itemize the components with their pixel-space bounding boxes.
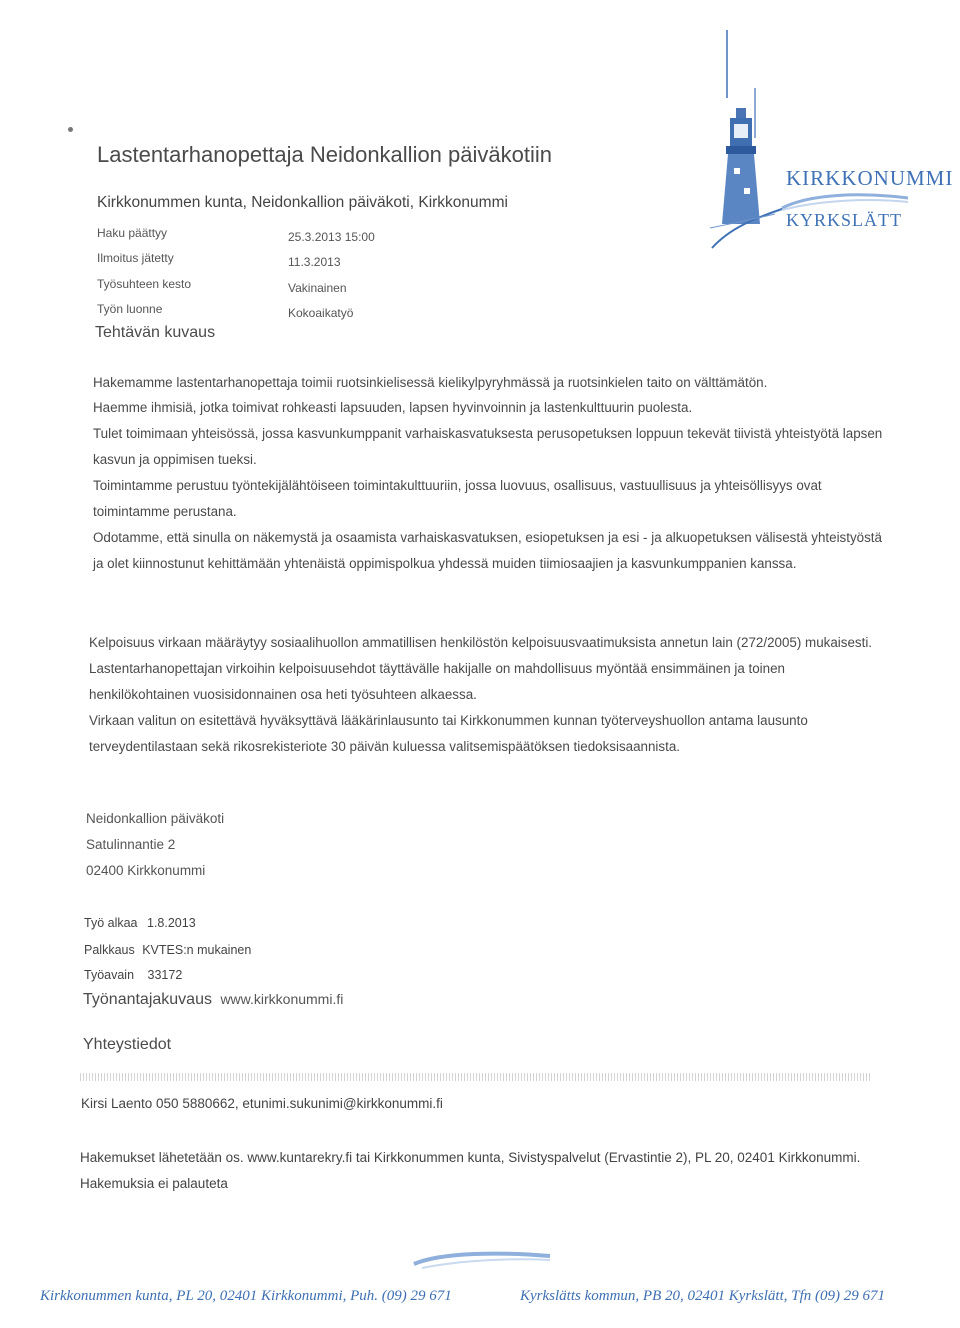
employer-link[interactable]: www.kirkkonummi.fi [220,991,344,1007]
detail-label: Työ alkaa [84,916,138,930]
detail-label: Palkkaus [84,943,135,957]
logo-line-kirkkonummi: KIRKKONUMMI [786,166,954,190]
page-title: Lastentarhanopettaja Neidonkallion päiväkotiin [97,142,552,167]
municipality-logo [700,28,954,253]
contact-heading: Yhteystiedot [83,1036,172,1053]
description-paragraph: Tulet toimimaan yhteisössä, jossa kasvunkumppanit varhaiskasvatuksesta perusopetuksen loppuun tekevät tiivistä yhteistyötä lapsen kasvun ja oppimisen tueksi. [93,426,883,467]
dotted-divider [80,1073,872,1081]
description-paragraph: Haemme ihmisiä, jotka toimivat rohkeasti lapsuuden, lapsen hyvinvoinnin ja lastenkulttuurin puolesta. [93,400,693,415]
detail-salary [84,943,251,957]
description-paragraph: Hakemamme lastentarhanopettaja toimii ruotsinkielisessä kielikylpyryhmässä ja ruotsinkielen taito on välttämätön. [93,375,768,390]
detail-value: 33172 [147,968,183,982]
requirement-paragraph: Virkaan valitun on esitettävä hyväksyttävä lääkärinlausunto tai Kirkkonummen kunnan työterveyshuollon antama lausunto terveydentilastaan sekä rikosrekisteriote 30 päivän kuluessa valitsemispäätöksen tiedoksisaannista. [89,713,808,754]
footer-swedish: Kyrkslätts kommun, PB 20, 02401 Kyrkslätt, Tfn (09) 29 671 [520,1288,885,1304]
meta-value-duration: Vakinainen [288,281,347,295]
logo-line-kyrkslatt: KYRKSLÄTT [786,210,902,230]
description-body [93,370,883,577]
description-heading: Tehtävän kuvaus [95,324,216,341]
workplace-address [86,806,224,884]
address-street: Satulinnantie 2 [86,837,176,852]
meta-value-deadline: 25.3.2013 15:00 [288,230,375,244]
requirement-paragraph: Lastentarhanopettajan virkoihin kelpoisuusehdot täyttävälle hakijalle on mahdollisuus myöntää ensimmäinen ja toinen henkilökohtainen vuosisidonnainen osa heti työsuhteen alkaessa. [89,661,785,702]
meta-label-duration: Työsuhteen kesto [97,277,192,291]
lighthouse-icon [700,28,790,253]
address-name: Neidonkallion päiväkoti [86,811,225,826]
meta-label-posted: Ilmoitus jätetty [97,251,174,265]
application-instructions: Hakemukset lähetetään os. www.kuntarekry.fi tai Kirkkonummen kunta, Sivistyspalvelut (Ervastintie 2), PL 20, 02401 Kirkkonummi. Hakemuksia ei palauteta [80,1150,861,1191]
footer-swoosh-icon [412,1250,552,1272]
address-city: 02400 Kirkkonummi [86,863,206,878]
detail-job-key [84,968,182,982]
meta-label-type: Työn luonne [97,302,163,316]
detail-start [84,916,196,930]
employer-row [83,991,343,1009]
contact-person: Kirsi Laento 050 5880662, etunimi.sukunimi@kirkkonummi.fi [81,1096,443,1111]
bullet-dot [68,127,73,132]
employer-subtitle: Kirkkonummen kunta, Neidonkallion päiväkoti, Kirkkonummi [97,194,508,211]
detail-value: 1.8.2013 [147,916,196,930]
description-paragraph: Odotamme, että sinulla on näkemystä ja osaamista varhaiskasvatuksen, esiopetuksen ja esi - ja alkuopetuksen välisestä yhteistyöstä ja olet kiinnostunut kehittämään yhtenäistä oppimispolkua yhdessä muiden tiimiosaajien ja kasvunkumppanien kanssa. [93,530,882,571]
detail-label: Työavain [84,968,135,982]
logo-swoosh-icon [780,190,910,212]
requirement-paragraph: Kelpoisuus virkaan määräytyy sosiaalihuollon ammatillisen henkilöstön kelpoisuusvaatimuksista annetun lain (272/2005) mukaisesti. [89,635,873,650]
footer-finnish: Kirkkonummen kunta, PL 20, 02401 Kirkkonummi, Puh. (09) 29 671 [40,1288,452,1304]
detail-value: KVTES:n mukainen [142,943,252,957]
employer-heading: Työnantajakuvaus [83,991,212,1008]
meta-value-type: Kokoaikatyö [288,306,354,320]
meta-value-posted: 11.3.2013 [288,255,341,269]
requirements-body [89,630,879,760]
description-paragraph: Toimintamme perustuu työntekijälähtöiseen toimintakulttuuriin, jossa luovuus, osallisuus, vastuullisuus ja yhteisöllisyys ovat toimintamme perustana. [93,478,822,519]
meta-label-deadline: Haku päättyy [97,226,168,240]
